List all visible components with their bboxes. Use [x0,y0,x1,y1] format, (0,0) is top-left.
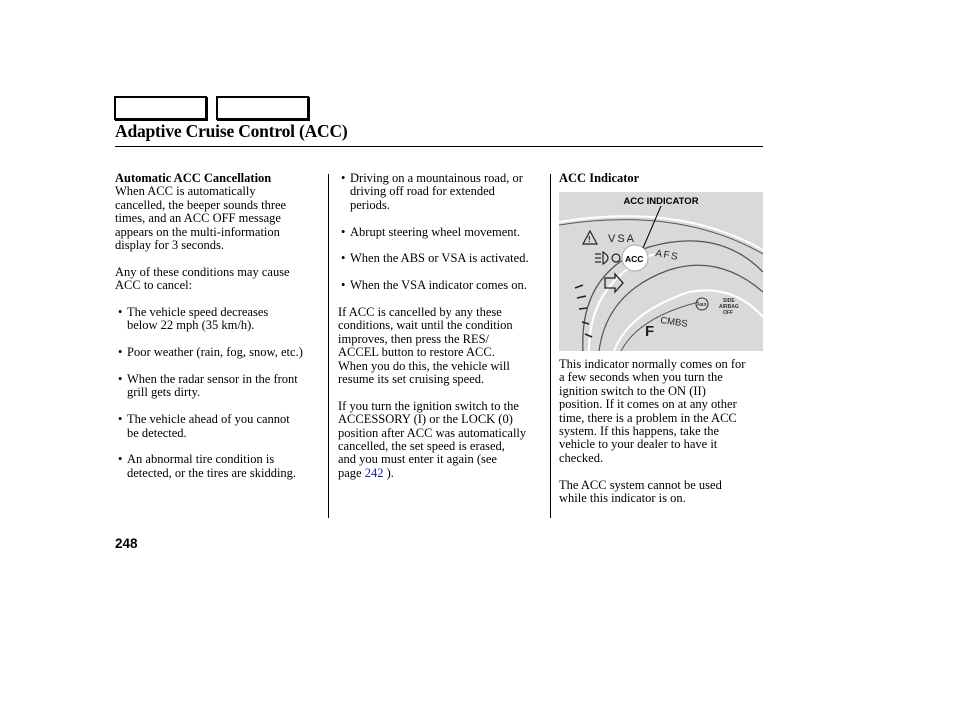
restore-paragraph: If ACC is cancelled by any these conditions, wait until the condition improves, then press the RES/ ACCEL button to restore ACC. When you do this, the vehicle will resume its set cruising speed. [338,305,513,387]
svg-text:!: ! [588,235,591,244]
ignition-paragraph: If you turn the ignition switch to the ACCESSORY (I) or the LOCK (0) position after ACC was automatically cancelled, the set speed is erased, and you must enter it again (see page 242 ). [338,398,527,480]
nav-button-prev[interactable] [114,96,207,120]
column-3-text [559,358,765,505]
nav-button-next[interactable] [216,96,309,120]
svg-text:SIDE: SIDE [723,298,735,304]
title-rule [115,146,763,147]
headlight-icon [595,252,608,264]
list-item: • Driving on a mountainous road, or driving off road for extended periods. [341,171,523,212]
acc-indicator-text: ACC [625,254,644,264]
svg-text:ABS: ABS [697,302,707,307]
column-1 [115,172,325,480]
column-3 [559,172,765,185]
list-item: • Abrupt steering wheel movement. [341,224,521,239]
list-item: • When the radar sensor in the front grill gets dirty. [118,372,298,400]
list-item: • The vehicle ahead of you cannot be detected. [118,412,290,440]
indicator-paragraph: This indicator normally comes on for a few seconds when you turn the ignition switch to the ON (II) position. If it comes on at any other time, there is a problem in the ACC system. If this happens, take the vehicle to your dealer to have it checked. [559,357,746,465]
section-heading-indicator: ACC Indicator [559,171,640,185]
list-item: • When the VSA indicator comes on. [341,278,527,293]
conditions-paragraph: Any of these conditions may cause ACC to cancel: [115,264,290,293]
list-item: • When the ABS or VSA is activated. [341,251,529,266]
svg-text:AIRBAG: AIRBAG [719,304,739,310]
warning-icon [583,231,597,244]
section-heading-cancellation: Automatic ACC Cancellation [115,171,272,185]
page-number: 248 [115,536,138,551]
figure-label: ACC INDICATOR [623,196,699,207]
intro-paragraph: When ACC is automatically cancelled, the beeper sounds three times, and an ACC OFF message appears on the multi-information display for 3 seconds. [115,184,287,253]
lamp-icon [612,254,620,262]
column-2 [338,172,546,480]
side-airbag-off-icon [719,298,739,316]
vsa-text: VSA [608,233,637,245]
page-link-242[interactable]: 242 [364,465,384,480]
afs-text: AFS [654,248,680,264]
svg-text:OFF: OFF [723,310,733,316]
cannot-use-paragraph: The ACC system cannot be used while this indicator is on. [559,477,722,506]
column-divider-1 [328,174,329,518]
list-item: • Poor weather (rain, fog, snow, etc.) [118,345,303,360]
fuel-gauge-label: F [645,323,655,340]
callout-line [643,206,661,248]
list-item: • An abnormal tire condition is detected, or the tires are skidding. [118,452,297,480]
acc-indicator-figure [559,192,763,351]
instrument-panel-illustration [559,192,763,351]
cmbs-text: CMBS [659,315,689,330]
page-title: Adaptive Cruise Control (ACC) [115,121,348,141]
column-divider-2 [550,174,551,518]
list-item: • The vehicle speed decreases below 22 mph (35 km/h). [118,305,269,333]
